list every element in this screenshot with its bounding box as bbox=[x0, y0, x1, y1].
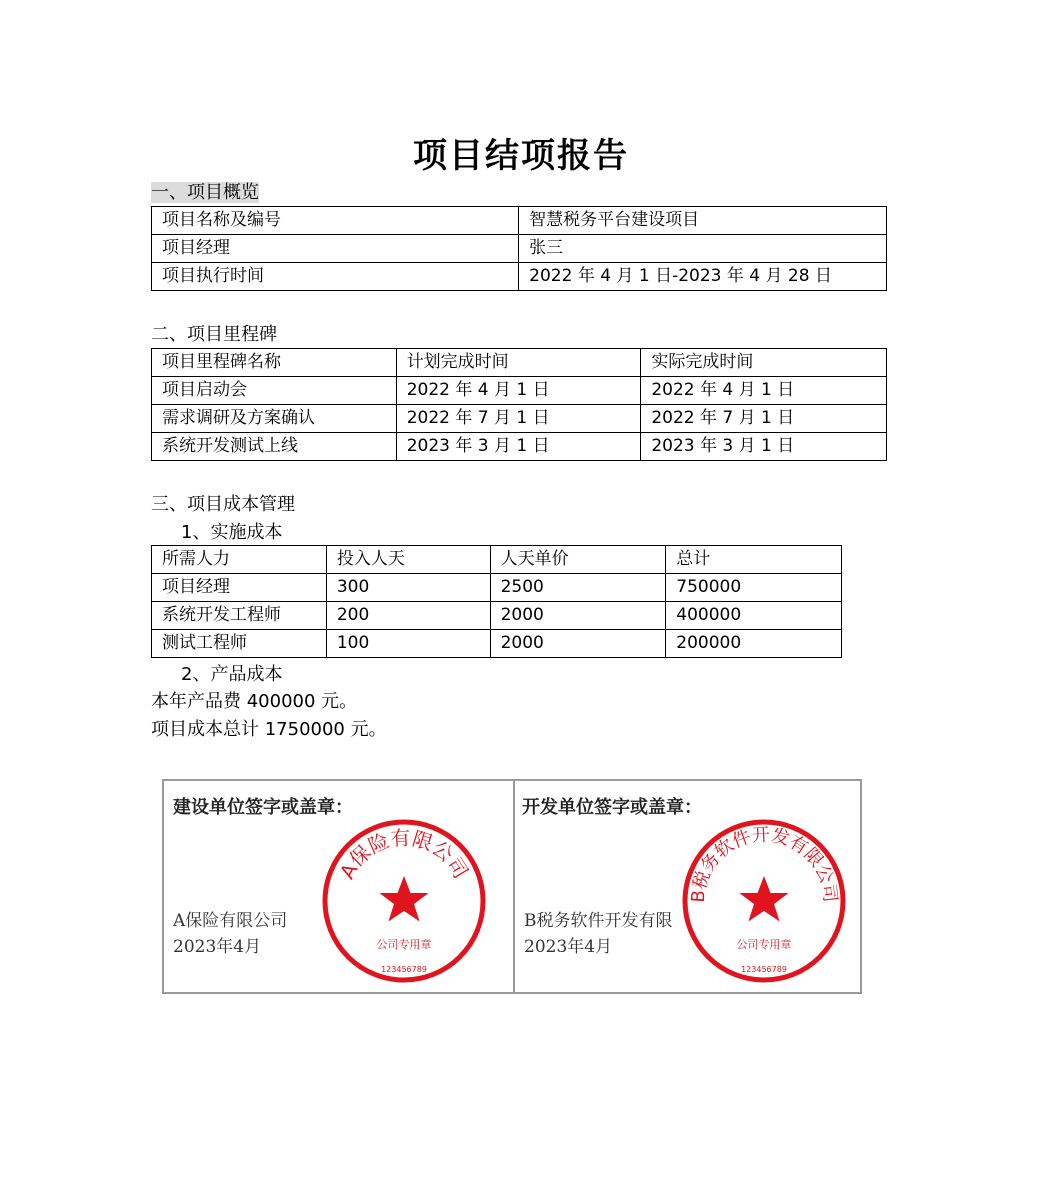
table-header-cell: 所需人力 bbox=[152, 546, 327, 574]
table-row bbox=[152, 377, 887, 405]
table-header-cell: 计划完成时间 bbox=[396, 349, 641, 377]
table-cell: 300 bbox=[326, 574, 490, 602]
table-cell: 项目经理 bbox=[152, 235, 519, 263]
table-header-cell: 总计 bbox=[666, 546, 842, 574]
seal-company-name: B税务软件开发有限公司 bbox=[687, 824, 841, 904]
table-row bbox=[152, 235, 887, 263]
section-overview-heading bbox=[151, 181, 259, 205]
table-cell: 2500 bbox=[490, 574, 666, 602]
table-header-cell: 人天单价 bbox=[490, 546, 666, 574]
table-cell: 张三 bbox=[519, 235, 887, 263]
construction-unit-signature-label: 建设单位签字或盖章： bbox=[173, 797, 353, 818]
table-row bbox=[152, 602, 842, 630]
table-cell: 项目启动会 bbox=[152, 377, 397, 405]
seal-company-name: A保险有限公司 bbox=[334, 825, 474, 883]
table-cell: 项目执行时间 bbox=[152, 263, 519, 291]
table-cell: 100 bbox=[326, 630, 490, 658]
seal-type-text: 公司专用章 bbox=[736, 938, 792, 951]
development-unit-date: 2023年4月 bbox=[524, 937, 613, 957]
table-cell: 系统开发测试上线 bbox=[152, 433, 397, 461]
table-cell: 需求调研及方案确认 bbox=[152, 405, 397, 433]
construction-unit-date: 2023年4月 bbox=[173, 937, 262, 957]
table-cell: 2022 年 4 月 1 日 bbox=[641, 377, 887, 405]
section-milestones-heading: 二、项目里程碑 bbox=[151, 324, 277, 345]
subsection-product-cost-heading: 2、产品成本 bbox=[181, 664, 283, 685]
overview-table bbox=[151, 206, 887, 291]
total-cost-text: 项目成本总计 1750000 元。 bbox=[151, 719, 387, 740]
table-cell: 项目名称及编号 bbox=[152, 207, 519, 235]
table-row bbox=[152, 433, 887, 461]
section-overview-text: 一、项目概览 bbox=[151, 182, 259, 203]
table-cell: 测试工程师 bbox=[152, 630, 327, 658]
construction-unit-name: A保险有限公司 bbox=[173, 911, 288, 931]
page-title: 项目结项报告 bbox=[413, 136, 629, 176]
table-row bbox=[152, 207, 887, 235]
table-cell: 系统开发工程师 bbox=[152, 602, 327, 630]
company-seal-icon bbox=[679, 816, 849, 986]
table-row bbox=[152, 574, 842, 602]
table-cell: 200000 bbox=[666, 630, 842, 658]
table-cell: 2000 bbox=[490, 602, 666, 630]
signature-box bbox=[162, 779, 862, 994]
table-cell: 2022 年 4 月 1 日-2023 年 4 月 28 日 bbox=[519, 263, 887, 291]
signature-divider bbox=[513, 781, 515, 992]
table-header-row bbox=[152, 349, 887, 377]
table-cell: 2022 年 7 月 1 日 bbox=[396, 405, 641, 433]
product-cost-text: 本年产品费 400000 元。 bbox=[151, 691, 358, 712]
development-unit-signature-label: 开发单位签字或盖章： bbox=[522, 797, 702, 818]
table-cell: 2022 年 4 月 1 日 bbox=[396, 377, 641, 405]
cost-table bbox=[151, 545, 842, 658]
development-unit-name: B税务软件开发有限 bbox=[524, 911, 673, 931]
table-cell: 400000 bbox=[666, 602, 842, 630]
seal-type-text: 公司专用章 bbox=[376, 938, 432, 951]
section-cost-heading: 三、项目成本管理 bbox=[151, 494, 295, 515]
seal-number-text: 123456789 bbox=[381, 965, 427, 974]
table-header-cell: 实际完成时间 bbox=[641, 349, 887, 377]
table-cell: 750000 bbox=[666, 574, 842, 602]
table-cell: 200 bbox=[326, 602, 490, 630]
seal-number-text: 123456789 bbox=[741, 965, 787, 974]
table-cell: 2022 年 7 月 1 日 bbox=[641, 405, 887, 433]
table-cell: 2023 年 3 月 1 日 bbox=[641, 433, 887, 461]
table-cell: 项目经理 bbox=[152, 574, 327, 602]
table-header-row bbox=[152, 546, 842, 574]
table-row bbox=[152, 263, 887, 291]
table-cell: 2000 bbox=[490, 630, 666, 658]
table-row bbox=[152, 405, 887, 433]
company-seal-icon bbox=[319, 816, 489, 986]
table-header-cell: 投入人天 bbox=[326, 546, 490, 574]
table-cell: 智慧税务平台建设项目 bbox=[519, 207, 887, 235]
table-cell: 2023 年 3 月 1 日 bbox=[396, 433, 641, 461]
subsection-impl-cost-heading: 1、实施成本 bbox=[181, 522, 283, 543]
milestone-table bbox=[151, 348, 887, 461]
table-header-cell: 项目里程碑名称 bbox=[152, 349, 397, 377]
table-row bbox=[152, 630, 842, 658]
